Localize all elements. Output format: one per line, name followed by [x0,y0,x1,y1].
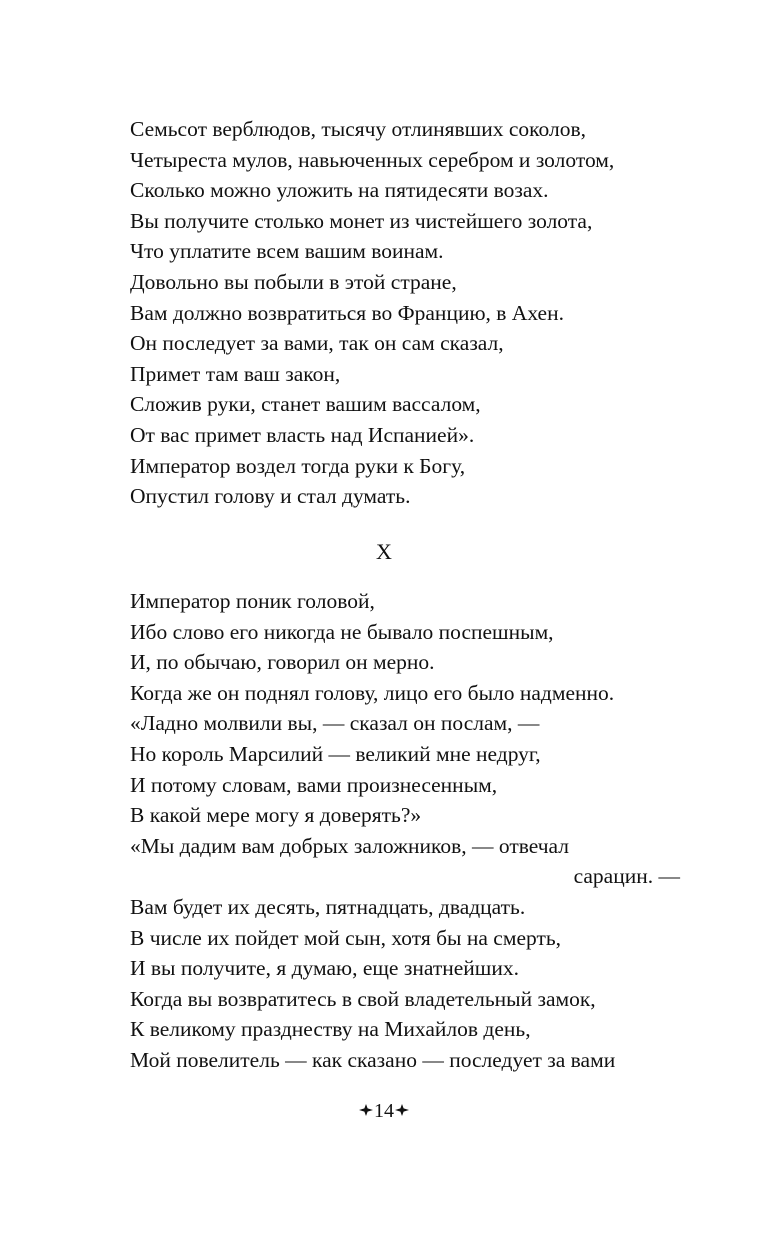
four-point-star-icon [359,1096,373,1124]
verse-line: Сколько можно уложить на пятидесяти возах. [130,178,549,203]
verse-line: В какой мере могу я доверять?» [130,803,422,828]
verse-line: Ибо слово его никогда не бывало поспешным, [130,619,554,644]
verse-line: Когда же он поднял голову, лицо его было надменно. [130,680,615,705]
verse-line: Семьсот верблюдов, тысячу отлинявших соколов, [130,117,586,141]
verse-line: «Мы дадим вам добрых заложников, — отвечал [130,833,570,858]
verse-line: И вы получите, я думаю, еще знатнейших. [130,956,519,981]
verse-line: Опустил голову и стал думать. [130,484,411,509]
verse-line: Сложив руки, станет вашим вассалом, [130,392,481,417]
verse-line: От вас примет власть над Испанией». [130,422,475,447]
four-point-star-icon [395,1096,409,1124]
verse-line: Четыреста мулов, навьюченных серебром и золотом, [130,147,615,172]
verse-line: Довольно вы побыли в этой стране, [130,269,457,294]
verse-line: К великому празднеству на Михайлов день, [130,1017,531,1042]
verse-line: В числе их пойдет мой сын, хотя бы на смерть, [130,925,562,950]
verse-line: Вам должно возвратиться во Францию, в Ахен. [130,300,564,325]
page-footer [0,1097,768,1126]
verse-line: Вам будет их десять, пятнадцать, двадцать. [130,894,526,919]
verse-line: Вы получите столько монет из чистейшего золота, [130,208,593,233]
verse-line: И потому словам, вами произнесенным, [130,772,498,797]
stanza-2 [130,586,690,1076]
section-heading: X [376,539,392,564]
verse-line: Когда вы возвратитесь в свой владетельный замок, [130,986,596,1011]
verse-line: Примет там ваш закон, [130,361,341,386]
verse-line: Он последует за вами, так он сам сказал, [130,331,504,356]
verse-line: Император поник головой, [130,589,375,613]
stanza-1 [130,114,690,512]
verse-line: «Ладно молвили вы, — сказал он послам, — [130,711,540,736]
verse-line: Что уплатите всем вашим воинам. [130,239,444,264]
page-number: 14 [374,1100,394,1122]
verse-line-continuation: сарацин. — [573,864,680,889]
verse-line: И, по обычаю, говорил он мерно. [130,650,435,675]
verse-line: Император воздел тогда руки к Богу, [130,453,466,478]
verse-line: Но король Марсилий — великий мне недруг, [130,741,541,766]
verse-line: Мой повелитель — как сказано — последует за вами [130,1047,616,1072]
